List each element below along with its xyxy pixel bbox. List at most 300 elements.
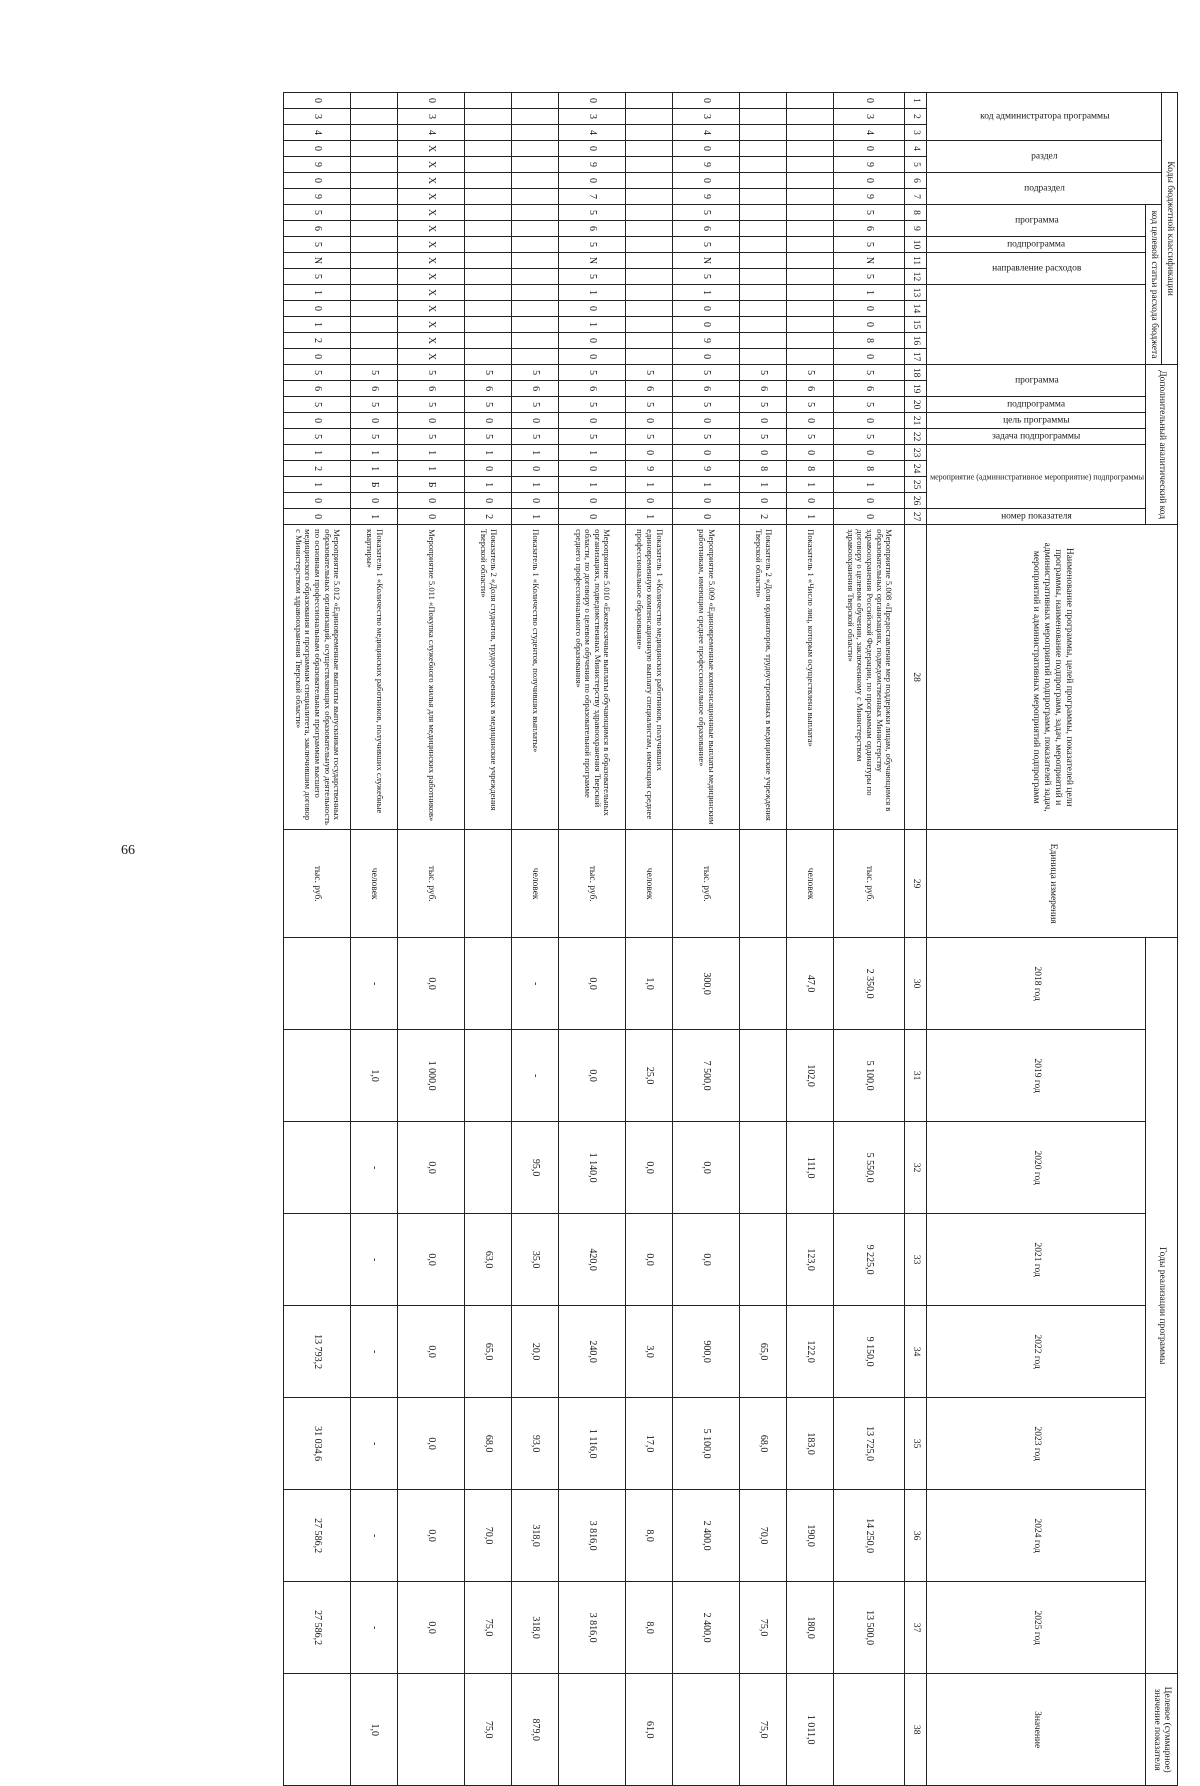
- code-digit: [626, 237, 673, 253]
- code-digit: [740, 109, 787, 125]
- code-digit: 0: [787, 445, 834, 461]
- code-digit: [740, 141, 787, 157]
- indicator-row: [787, 93, 834, 1786]
- unit-cell: [465, 830, 512, 938]
- code-digit: 9: [673, 157, 740, 173]
- code-digit: [351, 109, 398, 125]
- code-digit: [626, 301, 673, 317]
- code-digit: Х: [398, 173, 465, 189]
- year-2018-header: 2018 год: [927, 938, 1146, 1030]
- program-header: программа: [927, 205, 1146, 237]
- code-digit: 5: [626, 365, 673, 381]
- year-value-cell: 0,0: [559, 1030, 626, 1122]
- code-digit: [351, 125, 398, 141]
- code-digit: [740, 253, 787, 269]
- year-value-cell: 183,0: [787, 1398, 834, 1490]
- unit-cell: тыс. руб.: [284, 830, 351, 938]
- year-value-cell: 0,0: [673, 1214, 740, 1306]
- code-digit: 1: [465, 445, 512, 461]
- code-digit: [740, 317, 787, 333]
- code-digit: 5: [559, 429, 626, 445]
- code-digit: [626, 349, 673, 365]
- column-number: 19: [905, 381, 927, 397]
- code-digit: 0: [465, 413, 512, 429]
- measure-name: Мероприятие 5.008 «Предоставление мер поддержки лицам, обучающимся в образовательных организациях, подведомственных Министерству здравоохранения Российской Федерации, по программам ординатуры по договору о целевом обучении, заключенному с Министерством здравоохранения Тверской области»: [834, 525, 905, 830]
- code-digit: 4: [834, 125, 905, 141]
- year-value-cell: 0,0: [398, 1490, 465, 1582]
- code-digit: 3: [834, 109, 905, 125]
- analytic-measure-header: мероприятие (административное мероприятие) подпрограммы: [927, 445, 1146, 509]
- code-digit: [626, 285, 673, 301]
- unit-cell: тыс. руб.: [398, 830, 465, 938]
- year-value-cell: -: [351, 1398, 398, 1490]
- year-value-cell: -: [351, 938, 398, 1030]
- code-digit: [512, 173, 559, 189]
- code-digit: 6: [465, 381, 512, 397]
- direction-header: направление расходов: [927, 253, 1146, 285]
- column-number: 11: [905, 253, 927, 269]
- code-digit: 0: [284, 93, 351, 109]
- code-digit: 0: [559, 173, 626, 189]
- code-digit: 0: [284, 413, 351, 429]
- year-value-cell: 8,0: [626, 1490, 673, 1582]
- code-digit: [351, 141, 398, 157]
- year-2023-header: 2023 год: [927, 1398, 1146, 1490]
- code-digit: [787, 125, 834, 141]
- year-value-cell: 2 400,0: [673, 1582, 740, 1674]
- code-digit: 6: [673, 381, 740, 397]
- code-digit: [626, 189, 673, 205]
- code-digit: 5: [559, 397, 626, 413]
- code-digit: 0: [559, 493, 626, 509]
- code-digit: [512, 285, 559, 301]
- code-digit: 5: [787, 365, 834, 381]
- code-digit: 0: [834, 93, 905, 109]
- unit-cell: тыс. руб.: [834, 830, 905, 938]
- year-value-cell: [284, 1122, 351, 1214]
- code-digit: 5: [787, 429, 834, 445]
- year-value-cell: 65,0: [740, 1306, 787, 1398]
- year-value-cell: 300,0: [673, 938, 740, 1030]
- code-digit: 1: [398, 461, 465, 477]
- code-digit: 5: [284, 397, 351, 413]
- analytic-program-header: программа: [927, 365, 1146, 397]
- code-digit: [512, 221, 559, 237]
- year-value-cell: 190,0: [787, 1490, 834, 1582]
- code-digit: [465, 285, 512, 301]
- column-number: 38: [905, 1674, 927, 1786]
- code-digit: 1: [740, 477, 787, 493]
- code-digit: 0: [398, 93, 465, 109]
- year-value-cell: 1 000,0: [398, 1030, 465, 1122]
- code-digit: 0: [398, 413, 465, 429]
- code-digit: Х: [398, 237, 465, 253]
- code-digit: 9: [673, 461, 740, 477]
- code-digit: 1: [512, 509, 559, 525]
- analytic-task-header: задача подпрограммы: [927, 429, 1146, 445]
- year-value-cell: [284, 938, 351, 1030]
- code-digit: [787, 317, 834, 333]
- code-digit: 5: [465, 365, 512, 381]
- year-value-cell: 31 034,6: [284, 1398, 351, 1490]
- analytic-indicator-header: номер показателя: [927, 509, 1146, 525]
- indicator-row: [512, 93, 559, 1786]
- unit-cell: тыс. руб.: [673, 830, 740, 938]
- code-digit: [740, 157, 787, 173]
- year-value-cell: [465, 1122, 512, 1214]
- code-digit: 1: [559, 477, 626, 493]
- code-digit: 5: [512, 365, 559, 381]
- column-number: 23: [905, 445, 927, 461]
- code-digit: 3: [284, 109, 351, 125]
- code-digit: 9: [284, 189, 351, 205]
- code-digit: [787, 109, 834, 125]
- code-digit: 8: [834, 333, 905, 349]
- code-digit: 1: [626, 509, 673, 525]
- code-digit: [465, 109, 512, 125]
- code-digit: [740, 93, 787, 109]
- code-digit: 6: [740, 381, 787, 397]
- code-digit: Х: [398, 189, 465, 205]
- code-digit: 0: [284, 349, 351, 365]
- year-value-cell: -: [351, 1490, 398, 1582]
- code-digit: N: [559, 253, 626, 269]
- indicator-row: [465, 93, 512, 1786]
- code-digit: 4: [398, 125, 465, 141]
- code-digit: Х: [398, 253, 465, 269]
- code-digit: 0: [673, 93, 740, 109]
- code-digit: 0: [465, 493, 512, 509]
- code-digit: 6: [787, 381, 834, 397]
- code-digit: 0: [740, 445, 787, 461]
- code-digit: 5: [673, 365, 740, 381]
- code-digit: [512, 349, 559, 365]
- code-digit: 0: [673, 173, 740, 189]
- code-digit: 5: [284, 269, 351, 285]
- column-number: 28: [905, 525, 927, 830]
- code-digit: 0: [284, 173, 351, 189]
- code-digit: [465, 317, 512, 333]
- subsection-header: подраздел: [927, 173, 1162, 205]
- code-digit: Х: [398, 141, 465, 157]
- year-value-cell: 180,0: [787, 1582, 834, 1674]
- year-value-cell: 0,0: [626, 1214, 673, 1306]
- code-digit: 5: [559, 365, 626, 381]
- column-number: 22: [905, 429, 927, 445]
- target-value-cell: 1,0: [351, 1674, 398, 1786]
- code-digit: 5: [626, 397, 673, 413]
- code-digit: 0: [351, 493, 398, 509]
- code-digit: [626, 109, 673, 125]
- code-digit: 7: [559, 189, 626, 205]
- year-value-cell: 0,0: [398, 938, 465, 1030]
- measure-name: Мероприятие 5.011 «Покупка служебного жилья для медицинских работников»: [398, 525, 465, 830]
- code-digit: 0: [787, 413, 834, 429]
- code-digit: 1: [351, 509, 398, 525]
- indicator-row: [740, 93, 787, 1786]
- column-number: 14: [905, 301, 927, 317]
- year-value-cell: -: [512, 1030, 559, 1122]
- code-digit: 5: [834, 269, 905, 285]
- code-digit: [740, 205, 787, 221]
- code-digit: [787, 269, 834, 285]
- unit-cell: тыс. руб.: [559, 830, 626, 938]
- target-value-cell: [834, 1674, 905, 1786]
- target-value-header: Значение: [927, 1674, 1146, 1786]
- code-digit: Х: [398, 317, 465, 333]
- code-digit: [626, 205, 673, 221]
- column-number: 35: [905, 1398, 927, 1490]
- code-digit: [626, 125, 673, 141]
- code-digit: [740, 173, 787, 189]
- code-digit: [351, 237, 398, 253]
- code-digit: [512, 317, 559, 333]
- code-digit: 1: [284, 477, 351, 493]
- year-value-cell: 14 250,0: [834, 1490, 905, 1582]
- code-digit: 0: [834, 493, 905, 509]
- column-number: 33: [905, 1214, 927, 1306]
- year-2019-header: 2019 год: [927, 1030, 1146, 1122]
- code-digit: 5: [673, 397, 740, 413]
- code-digit: [787, 301, 834, 317]
- code-digit: 0: [834, 413, 905, 429]
- code-digit: 5: [673, 205, 740, 221]
- year-value-cell: 122,0: [787, 1306, 834, 1398]
- code-digit: Х: [398, 205, 465, 221]
- indicator-name: Показатель 1 «Количество студентов, получивших выплаты»: [512, 525, 559, 830]
- code-digit: 4: [284, 125, 351, 141]
- code-digit: Х: [398, 221, 465, 237]
- code-digit: 8: [787, 461, 834, 477]
- indicator-row: [351, 93, 398, 1786]
- code-digit: 0: [673, 317, 740, 333]
- unit-cell: человек: [512, 830, 559, 938]
- year-value-cell: 0,0: [626, 1122, 673, 1214]
- year-value-cell: 13 500,0: [834, 1582, 905, 1674]
- code-digit: 5: [626, 429, 673, 445]
- column-number: 5: [905, 157, 927, 173]
- code-digit: 0: [559, 413, 626, 429]
- year-value-cell: [740, 1122, 787, 1214]
- year-value-cell: 1 140,0: [559, 1122, 626, 1214]
- code-digit: [787, 205, 834, 221]
- year-value-cell: [740, 1214, 787, 1306]
- year-value-cell: 9 225,0: [834, 1214, 905, 1306]
- code-digit: [787, 349, 834, 365]
- measure-row: [834, 93, 905, 1786]
- column-number: 8: [905, 205, 927, 221]
- section-header: раздел: [927, 141, 1162, 173]
- year-value-cell: [465, 938, 512, 1030]
- code-digit: 1: [512, 477, 559, 493]
- year-2021-header: 2021 год: [927, 1214, 1146, 1306]
- code-digit: 1: [626, 477, 673, 493]
- year-value-cell: 240,0: [559, 1306, 626, 1398]
- code-digit: [626, 157, 673, 173]
- target-value-cell: 1 011,0: [787, 1674, 834, 1786]
- code-digit: 0: [673, 141, 740, 157]
- code-digit: [740, 221, 787, 237]
- code-digit: 6: [512, 381, 559, 397]
- code-digit: 0: [351, 413, 398, 429]
- code-digit: 5: [834, 365, 905, 381]
- indicator-name: Показатель 2 «Доля ординаторов, трудоустроенных в медицинские учреждения Тверской области»: [740, 525, 787, 830]
- year-value-cell: 2 350,0: [834, 938, 905, 1030]
- code-digit: 0: [673, 301, 740, 317]
- code-digit: 0: [559, 349, 626, 365]
- indicator-name: Показатель 1 «Число лиц, которым осуществлена выплата»: [787, 525, 834, 830]
- analytic-goal-header: цель программы: [927, 413, 1146, 429]
- code-digit: 5: [284, 237, 351, 253]
- year-value-cell: 318,0: [512, 1490, 559, 1582]
- year-value-cell: 111,0: [787, 1122, 834, 1214]
- code-digit: 0: [834, 509, 905, 525]
- code-digit: [787, 157, 834, 173]
- unit-cell: человек: [787, 830, 834, 938]
- unit-cell: [740, 830, 787, 938]
- year-2024-header: 2024 год: [927, 1490, 1146, 1582]
- column-number: 34: [905, 1306, 927, 1398]
- code-digit: [740, 333, 787, 349]
- indicator-row: [626, 93, 673, 1786]
- year-value-cell: 2 400,0: [673, 1490, 740, 1582]
- code-digit: 1: [284, 445, 351, 461]
- code-digit: Б: [398, 477, 465, 493]
- code-digit: 1: [834, 285, 905, 301]
- code-digit: [512, 189, 559, 205]
- year-value-cell: 25,0: [626, 1030, 673, 1122]
- year-value-cell: 47,0: [787, 938, 834, 1030]
- year-value-cell: 102,0: [787, 1030, 834, 1122]
- code-digit: 1: [465, 477, 512, 493]
- code-digit: [740, 285, 787, 301]
- code-digit: [740, 349, 787, 365]
- code-digit: 0: [834, 173, 905, 189]
- code-digit: 6: [559, 221, 626, 237]
- year-value-cell: 20,0: [512, 1306, 559, 1398]
- measure-row: [673, 93, 740, 1786]
- year-value-cell: -: [351, 1306, 398, 1398]
- code-digit: 6: [351, 381, 398, 397]
- year-value-cell: 1 116,0: [559, 1398, 626, 1490]
- year-value-cell: 0,0: [398, 1398, 465, 1490]
- code-digit: 0: [834, 445, 905, 461]
- code-digit: Х: [398, 285, 465, 301]
- code-digit: 0: [834, 317, 905, 333]
- code-digit: [626, 333, 673, 349]
- code-digit: 5: [834, 237, 905, 253]
- target-value-cell: 61,0: [626, 1674, 673, 1786]
- year-value-cell: [740, 938, 787, 1030]
- years-group-header: Годы реализации программы: [1146, 938, 1178, 1674]
- code-digit: 0: [284, 509, 351, 525]
- admin-code-header: код администратора программы: [927, 93, 1162, 141]
- code-digit: [512, 237, 559, 253]
- code-digit: Б: [351, 477, 398, 493]
- name-header: Наименование программы, целей программы, показателей цели программы, наименование подпрограмм, задач, мероприятий и административных мероприятий подпрограмм, показателей задач, мероприятий и административных мероприятий подпрограмм: [927, 525, 1178, 830]
- column-number: 17: [905, 349, 927, 365]
- year-value-cell: -: [351, 1214, 398, 1306]
- code-digit: 0: [626, 413, 673, 429]
- target-value-cell: 75,0: [465, 1674, 512, 1786]
- column-number: 29: [905, 830, 927, 938]
- year-value-cell: 95,0: [512, 1122, 559, 1214]
- year-value-cell: 63,0: [465, 1214, 512, 1306]
- code-digit: [465, 125, 512, 141]
- code-digit: 9: [559, 157, 626, 173]
- target-value-cell: [673, 1674, 740, 1786]
- year-value-cell: [740, 1030, 787, 1122]
- year-value-cell: [465, 1030, 512, 1122]
- code-digit: [351, 221, 398, 237]
- code-digit: [465, 221, 512, 237]
- code-digit: 5: [740, 397, 787, 413]
- target-group-header: Целевое (суммарное) значение показателя: [1146, 1674, 1178, 1786]
- code-digit: 0: [559, 509, 626, 525]
- code-digit: Х: [398, 157, 465, 173]
- year-value-cell: 65,0: [465, 1306, 512, 1398]
- code-digit: 1: [673, 477, 740, 493]
- code-digit: [740, 269, 787, 285]
- year-value-cell: 0,0: [398, 1122, 465, 1214]
- code-digit: [512, 253, 559, 269]
- year-value-cell: 0,0: [398, 1306, 465, 1398]
- code-digit: [626, 141, 673, 157]
- code-digit: 0: [673, 349, 740, 365]
- code-digit: Х: [398, 333, 465, 349]
- year-value-cell: 3 816,0: [559, 1490, 626, 1582]
- code-digit: 0: [284, 141, 351, 157]
- unit-cell: человек: [351, 830, 398, 938]
- column-number: 20: [905, 397, 927, 413]
- code-digit: 2: [465, 509, 512, 525]
- code-digit: 0: [787, 493, 834, 509]
- column-number-row: [905, 93, 927, 1786]
- column-number: 37: [905, 1582, 927, 1674]
- code-digit: 5: [559, 205, 626, 221]
- code-digit: 0: [559, 141, 626, 157]
- code-digit: [512, 205, 559, 221]
- year-value-cell: 1,0: [351, 1030, 398, 1122]
- target-value-cell: [559, 1674, 626, 1786]
- code-digit: [351, 301, 398, 317]
- column-number: 18: [905, 365, 927, 381]
- code-digit: 5: [398, 365, 465, 381]
- code-digit: [626, 173, 673, 189]
- year-value-cell: 318,0: [512, 1582, 559, 1674]
- code-digit: 0: [559, 93, 626, 109]
- year-value-cell: 70,0: [465, 1490, 512, 1582]
- code-digit: 1: [673, 285, 740, 301]
- code-digit: Х: [398, 349, 465, 365]
- code-digit: 5: [398, 397, 465, 413]
- indicator-name: Показатель 1 «Количество медицинских работников, получивших служебные квартиры»: [351, 525, 398, 830]
- code-digit: [351, 93, 398, 109]
- code-digit: 9: [834, 189, 905, 205]
- code-digit: 1: [834, 477, 905, 493]
- code-digit: 5: [512, 429, 559, 445]
- year-value-cell: 27 586,2: [284, 1490, 351, 1582]
- year-value-cell: 3,0: [626, 1306, 673, 1398]
- code-digit: 0: [559, 461, 626, 477]
- code-digit: [626, 317, 673, 333]
- target-value-cell: 879,0: [512, 1674, 559, 1786]
- code-digit: [626, 221, 673, 237]
- column-number: 1: [905, 93, 927, 109]
- year-value-cell: 5 550,0: [834, 1122, 905, 1214]
- code-digit: 9: [673, 189, 740, 205]
- code-digit: [465, 189, 512, 205]
